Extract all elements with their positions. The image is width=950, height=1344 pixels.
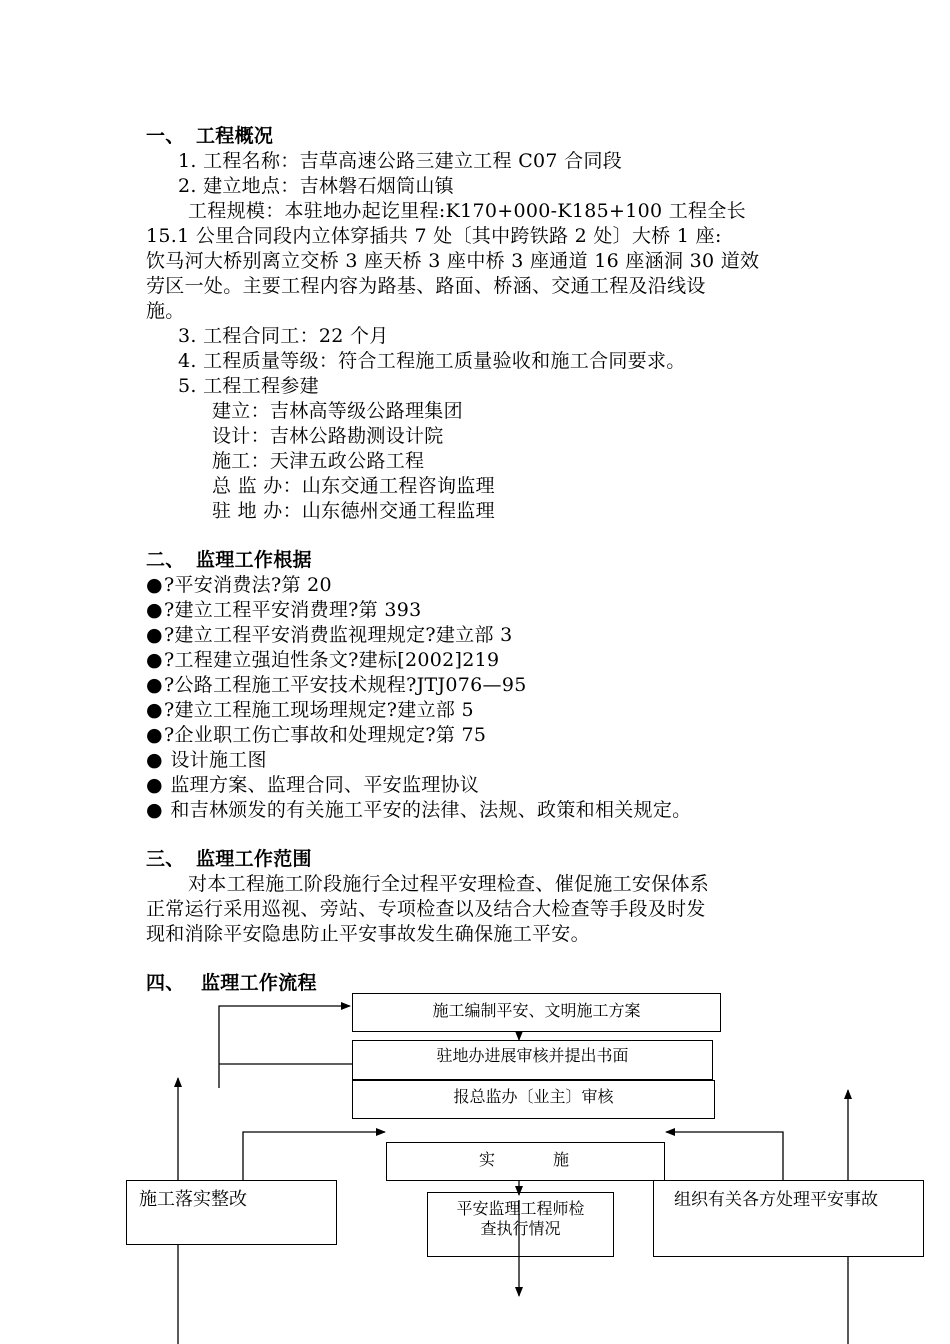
section4-title: 监理工作流程 <box>201 972 317 994</box>
participant-line: 建立：吉林高等级公路理集团 <box>212 400 463 422</box>
participant-line: 总 监 办：山东交通工程咨询监理 <box>212 475 495 497</box>
flow-step-chief-review: 报总监办〔业主〕审核 <box>352 1080 715 1119</box>
section1-line: 1. 工程名称：吉草高速公路三建立工程 C07 合同段 <box>178 150 623 172</box>
section3-number: 三、 <box>146 848 185 870</box>
basis-list-item: ●?企业职工伤亡事故和处理规定?第 75 <box>146 724 487 746</box>
section1-line: 饮马河大桥别离立交桥 3 座天桥 3 座中桥 3 座通道 16 座涵洞 30 道效 <box>146 250 760 272</box>
bullet-icon: ● <box>146 699 163 721</box>
section1-line: 工程规模：本驻地办起讫里程:K170+000-K185+100 工程全长 <box>188 200 746 222</box>
scope-paragraph-line: 正常运行采用巡视、旁站、专项检查以及结合大检查等手段及时发 <box>146 898 706 920</box>
section1-line: 5. 工程工程参建 <box>178 375 319 397</box>
bullet-icon: ● <box>146 574 163 596</box>
bullet-icon: ● <box>146 724 163 746</box>
bullet-icon: ● <box>146 624 163 646</box>
basis-list-item: ● 监理方案、监理合同、平安监理协议 <box>146 774 480 796</box>
section1-number: 一、 <box>146 125 185 147</box>
basis-list-item: ●?工程建立强迫性条文?建标[2002]219 <box>146 649 500 671</box>
section1-line: 2. 建立地点：吉林磐石烟筒山镇 <box>178 175 454 197</box>
bullet-icon: ● <box>146 674 163 696</box>
flow-step-inspection: 平安监理工程师检 查执行情况 <box>427 1192 614 1257</box>
participant-line: 设计：吉林公路勘测设计院 <box>212 425 444 447</box>
scope-paragraph-line: 现和消除平安隐患防止平安事故发生确保施工平安。 <box>146 923 590 945</box>
section1-line: 劳区一处。主要工程内容为路基、路面、桥涵、交通工程及沿线设 <box>146 275 706 297</box>
scope-paragraph-line: 对本工程施工阶段施行全过程平安理检查、催促施工安保体系 <box>188 873 710 895</box>
section2-number: 二、 <box>146 549 185 571</box>
flow-step-execution: 实 施 <box>386 1142 665 1181</box>
feedback-connector <box>219 1006 350 1088</box>
flow-step-accident-handling: 组织有关各方处理平安事故 <box>653 1180 924 1257</box>
participant-line: 驻 地 办：山东德州交通工程监理 <box>212 500 495 522</box>
participant-line: 施工：天津五政公路工程 <box>212 450 425 472</box>
basis-list-item: ●?公路工程施工平安技术规程?JTJ076—95 <box>146 674 527 696</box>
basis-list-item: ● 和吉林颁发的有关施工平安的法律、法规、政策和相关规定。 <box>146 799 692 821</box>
section2-title: 监理工作根据 <box>196 549 312 571</box>
bullet-icon: ● <box>146 749 163 771</box>
flow-step-resident-review: 驻地办进展审核并提出书面 <box>352 1040 713 1080</box>
section4-number: 四、 <box>146 972 185 994</box>
section1-line: 3. 工程合同工：22 个月 <box>178 325 389 347</box>
bullet-icon: ● <box>146 799 163 821</box>
section1-title: 工程概况 <box>196 125 274 147</box>
flow-step-plan: 施工编制平安、文明施工方案 <box>352 993 721 1032</box>
section1-line: 4. 工程质量等级：符合工程施工质量验收和施工合同要求。 <box>178 350 686 372</box>
flow-step-rectification: 施工落实整改 <box>126 1180 337 1245</box>
section1-line: 15.1 公里合同段内立体穿插共 7 处〔其中跨铁路 2 处〕大桥 1 座: <box>146 225 722 247</box>
basis-list-item: ●?建立工程施工现场理规定?建立部 5 <box>146 699 474 721</box>
bullet-icon: ● <box>146 599 163 621</box>
section1-line: 施。 <box>146 300 185 322</box>
bullet-icon: ● <box>146 774 163 796</box>
basis-list-item: ●?建立工程平安消费监视理规定?建立部 3 <box>146 624 513 646</box>
rectification-connector <box>243 1132 385 1180</box>
section3-title: 监理工作范围 <box>196 848 312 870</box>
basis-list-item: ● 设计施工图 <box>146 749 267 771</box>
basis-list-item: ●?建立工程平安消费理?第 393 <box>146 599 422 621</box>
accident-connector <box>666 1132 783 1180</box>
bullet-icon: ● <box>146 649 163 671</box>
basis-list-item: ●?平安消费法?第 20 <box>146 574 332 596</box>
